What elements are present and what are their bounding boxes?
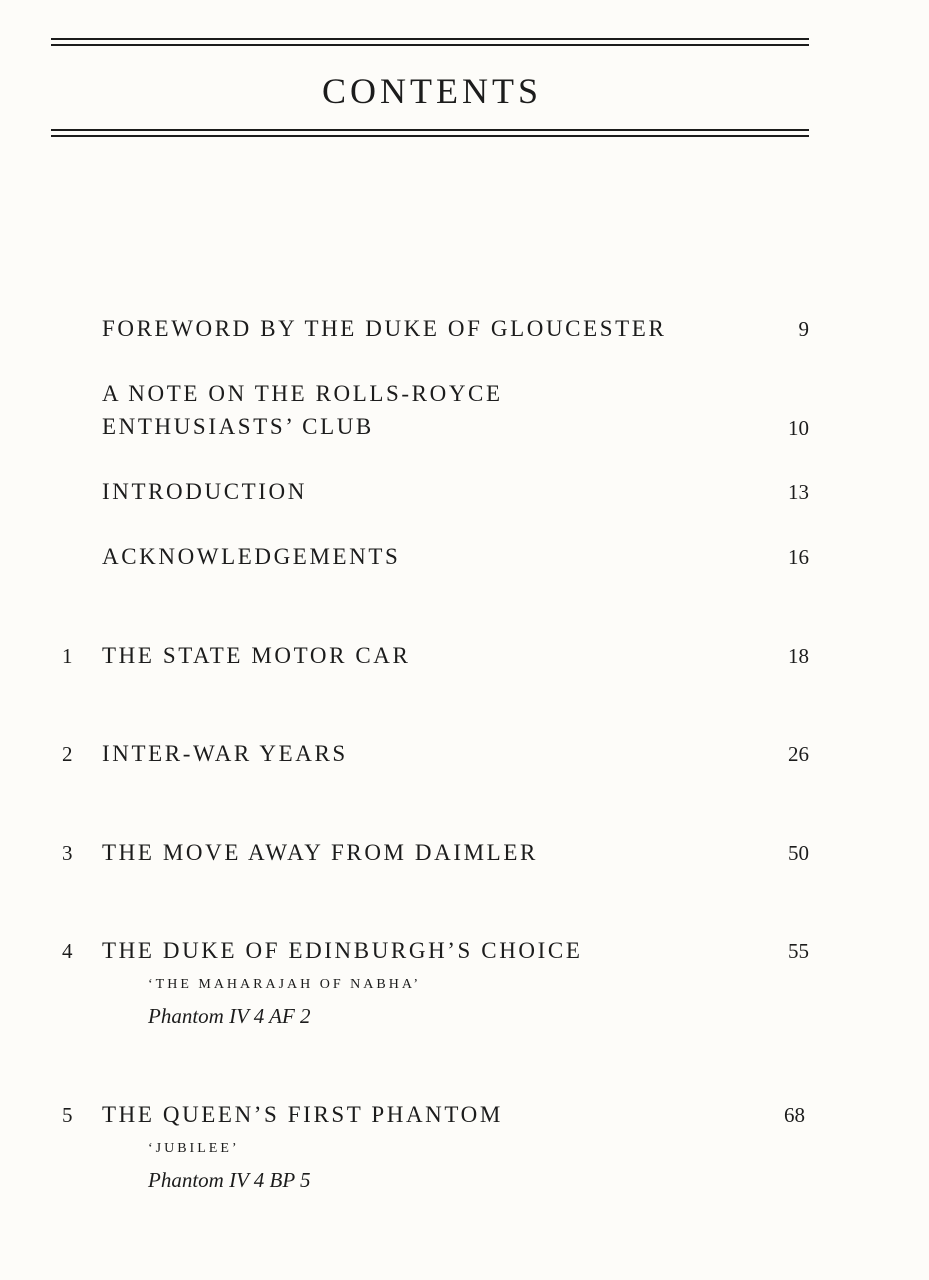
entry-page: 16 [788, 545, 809, 569]
entry-page: 9 [798, 317, 809, 341]
chapter-page: 26 [788, 742, 809, 766]
chapter-subtitle: ‘JUBILEE’ [148, 1141, 240, 1156]
entry-label-line2: ENTHUSIASTS’ CLUB [102, 414, 374, 439]
chapter-title: INTER-WAR YEARS [102, 741, 348, 766]
entry-page: 13 [788, 480, 809, 504]
chapter-number: 3 [62, 841, 73, 865]
entry-page: 10 [788, 416, 809, 440]
entry-label: INTRODUCTION [102, 479, 307, 504]
entry-label-line1: A NOTE ON THE ROLLS-ROYCE [102, 381, 503, 406]
chapter-car: Phantom IV 4 AF 2 [148, 1004, 311, 1028]
chapter-title: THE MOVE AWAY FROM DAIMLER [102, 840, 538, 865]
page-title: CONTENTS [322, 71, 542, 111]
chapter-number: 2 [62, 742, 73, 766]
entry-label: ACKNOWLEDGEMENTS [102, 544, 401, 569]
chapter-number: 1 [62, 644, 73, 668]
chapter-title: THE STATE MOTOR CAR [102, 643, 411, 668]
chapter-title: THE DUKE OF EDINBURGH’S CHOICE [102, 938, 583, 963]
chapter-car: Phantom IV 4 BP 5 [148, 1168, 311, 1192]
entry-label: FOREWORD BY THE DUKE OF GLOUCESTER [102, 316, 667, 341]
chapter-page: 68 [784, 1103, 805, 1127]
chapter-number: 4 [62, 939, 73, 963]
chapter-page: 55 [788, 939, 809, 963]
chapter-number: 5 [62, 1103, 73, 1127]
chapter-page: 18 [788, 644, 809, 668]
chapter-page: 50 [788, 841, 809, 865]
chapter-subtitle: ‘THE MAHARAJAH OF NABHA’ [148, 977, 422, 992]
chapter-title: THE QUEEN’S FIRST PHANTOM [102, 1102, 503, 1127]
